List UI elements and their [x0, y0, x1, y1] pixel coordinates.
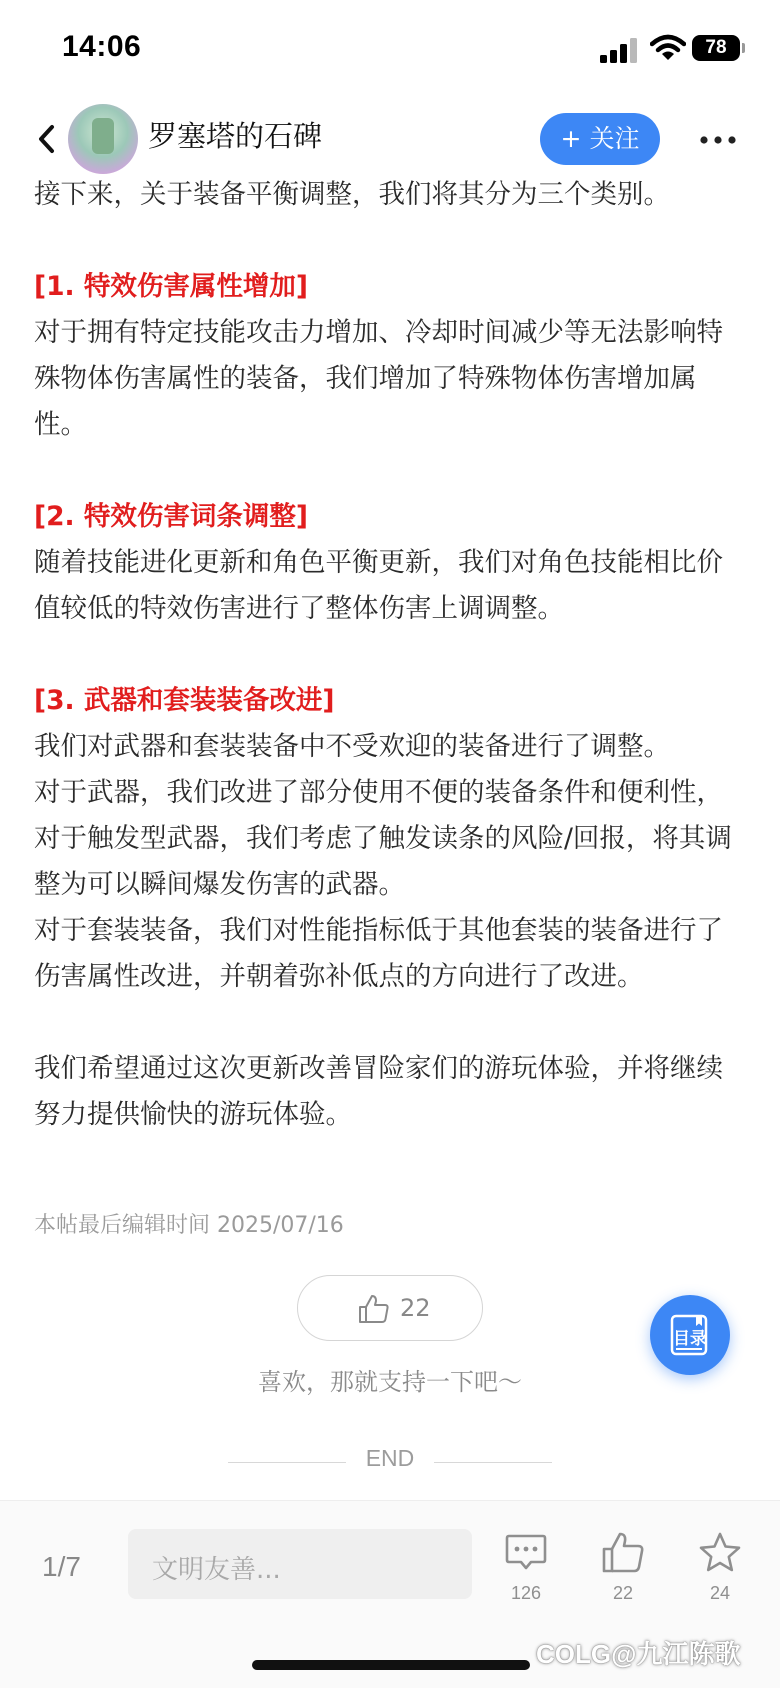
section-heading: [1. 特效伤害属性增加] — [34, 271, 308, 302]
signal-icon — [600, 37, 640, 63]
comment-icon — [504, 1531, 548, 1575]
section-paragraph: 我们对武器和套装装备中不受欢迎的装备进行了调整。 — [34, 731, 670, 762]
favorites-count: 24 — [709, 1583, 731, 1603]
comment-placeholder: 文明友善... — [152, 1555, 281, 1585]
section-paragraph: 对于套装装备，我们对性能指标低于其他套装的装备进行了伤害属性改进，并朝着弥补低点的方向进行了改进。 — [34, 915, 723, 992]
post-header — [0, 96, 780, 182]
comment-input[interactable] — [128, 1529, 472, 1599]
watermark: COLG@九江陈歌 — [536, 1639, 741, 1669]
likes-button[interactable] — [583, 1531, 663, 1621]
favorite-button[interactable] — [680, 1531, 760, 1621]
section-paragraph: 对于拥有特定技能攻击力增加、冷却时间减少等无法影响特殊物体伤害属性的装备，我们增加了特殊物体伤害增加属性。 — [34, 317, 723, 440]
table-of-contents-button[interactable] — [650, 1295, 730, 1375]
section-paragraph: 随着技能进化更新和角色平衡更新，我们对角色技能相比价值较低的特效伤害进行了整体伤害上调调整。 — [34, 547, 723, 624]
avatar[interactable] — [68, 104, 138, 174]
edit-timestamp: 本帖最后编辑时间 2025/07/16 — [34, 1213, 344, 1238]
like-count: 22 — [400, 1294, 431, 1322]
toc-label: 目录 — [673, 1329, 707, 1349]
back-icon[interactable] — [34, 121, 58, 157]
intro-paragraph: 接下来，关于装备平衡调整，我们将其分为三个类别。 — [34, 179, 670, 210]
battery-level: 78 — [705, 37, 727, 58]
star-icon — [698, 1531, 742, 1575]
comments-count: 126 — [510, 1583, 542, 1603]
wifi-icon — [650, 34, 686, 62]
closing-paragraph: 我们希望通过这次更新改善冒险家们的游玩体验，并将继续努力提供愉快的游玩体验。 — [34, 1053, 723, 1130]
follow-button[interactable]: + 关注 — [540, 113, 660, 165]
section-heading: [3. 武器和套装装备改进] — [34, 685, 335, 716]
divider-line — [228, 1462, 346, 1463]
author-name[interactable]: 罗塞塔的石碑 — [148, 119, 323, 153]
comments-button[interactable] — [486, 1531, 566, 1621]
more-icon[interactable] — [700, 136, 736, 144]
likes-count: 22 — [612, 1583, 634, 1603]
section-paragraph: 对于武器，我们改进了部分使用不便的装备条件和便利性，对于触发型武器，我们考虑了触发读条的风险/回报，将其调整为可以瞬间爆发伤害的武器。 — [34, 777, 732, 900]
end-label: END — [365, 1445, 415, 1471]
end-divider — [0, 1445, 780, 1479]
thumbs-up-icon — [601, 1531, 645, 1575]
thumbs-up-icon — [358, 1294, 390, 1324]
home-indicator — [252, 1660, 530, 1670]
section-heading: [2. 特效伤害词条调整] — [34, 501, 308, 532]
like-hint: 喜欢，那就支持一下吧～ — [258, 1368, 522, 1396]
status-time: 14:06 — [62, 30, 142, 63]
status-bar — [0, 0, 780, 96]
page-indicator[interactable]: 1/7 — [42, 1551, 81, 1582]
article-body — [34, 172, 746, 1138]
like-button[interactable] — [297, 1275, 483, 1341]
battery-icon — [692, 35, 740, 61]
divider-line — [434, 1462, 552, 1463]
